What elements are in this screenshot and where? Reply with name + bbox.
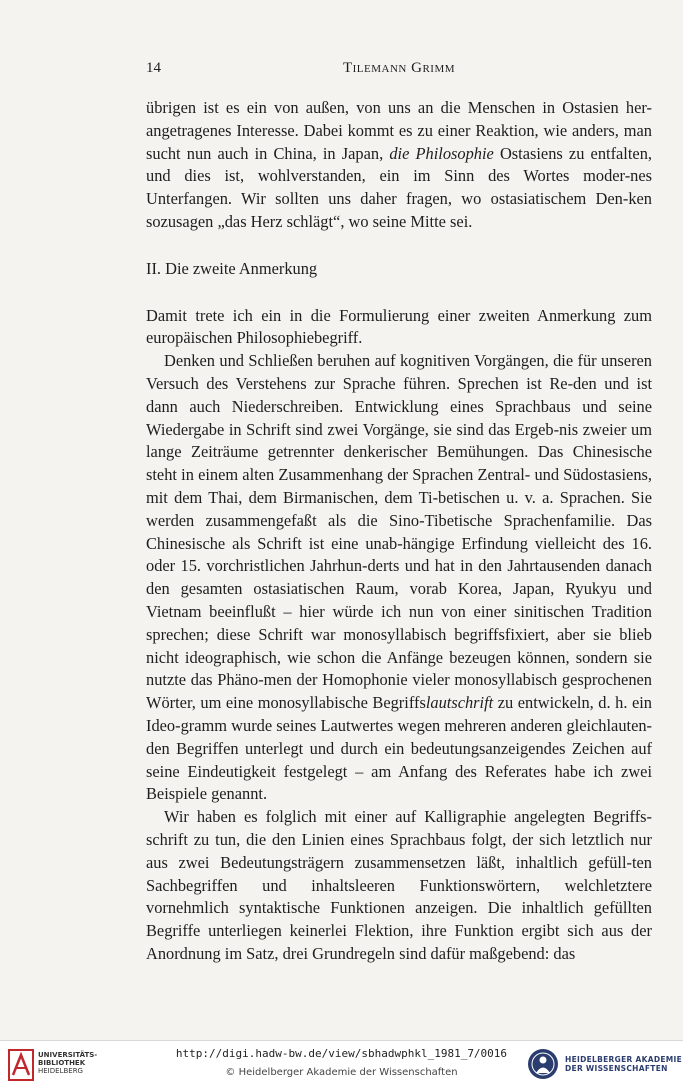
paragraph-1	[146, 97, 652, 234]
emphasis: die Philosophie	[389, 143, 494, 163]
academy-name-line: DER WISSENSCHAFTEN	[565, 1064, 668, 1073]
spacer	[146, 234, 652, 258]
paragraph-4: Wir haben es folglich mit einer auf Kalligraphie angelegten Begriffs-schrift zu tun, die den Linien eines Sprachbaus folgt, der sich letztlich nur aus zwei Bedeutungsträgern zusammensetzen läßt, inhaltlich gefüll-ten Sachbegriffen und inhaltsleeren Funktionswörtern, welchletztere vornehmlich syntaktische Funktionen anzeigen. Die inhaltlich gefüllten Begriffe unterliegen keinerlei Flektion, ihre Funktion ergibt sich aus der Anordnung im Satz, drei Grundregeln sind dafür maßgebend: das	[146, 807, 652, 963]
text-run: Ostasiens zu entfalten, und dies ist, wohlverstanden, ein im Sinn des Wortes moder-nes Unterfangen. Wir sollten uns daher fragen, wo ostasiatischem Den-ken sozusagen „das Herz schlägt“, wo seine Mitte sei.	[146, 143, 652, 231]
library-name-line: BIBLIOTHEK	[38, 1059, 86, 1067]
text-run: Denken und Schließen beruhen auf kognitiven Vorgängen, die für unseren Versuch des Verstehens zur Sprache führen. Sprechen ist Re-den und ist dann auch Niederschreiben. Entwicklung eines Sprachbaus und seine Wiedergabe in Schrift sind zwei Vorgänge, sie sind das Ergeb-nis zweier um lange Zeiträume getrennter denkerischer Bemühungen. Das Chinesische steht in einem alten Zusammenhang der Sprachen Zentral- und Südostasiens, mit dem Thai, dem Birmanischen, dem Ti-betischen u. v. a. Sprachen. Sie werden zusammengefaßt als die Sino-Tibetische Sprachenfamilie. Das Chinesische als Schrift ist eine unab-hängige Erfindung vielleicht des 16. oder 15. vorchristlichen Jahrhun-derts und hat in den Jahrtausenden danach den gesamten ostasiatischen Raum, vorab Korea, Japan, Ryukyu und Vietnam beeinflußt – hier würde ich nun von einer sinitischen Tradition sprechen; diese Schrift war monosyllabisch begriffsfixiert, aber sie blieb nicht ideographisch, wie schon die Anfänge bezeugen können, sondern sie nutzte das Phäno-men der Homophonie vieler monosyllabisch gesprochenen Wörter, um eine monosyllabische Begriffs	[146, 351, 652, 713]
body-text	[146, 97, 652, 966]
digitization-footer	[0, 1040, 683, 1088]
library-name-line: HEIDELBERG	[38, 1067, 83, 1075]
paragraph-2: Damit trete ich ein in die Formulierung einer zweiten Anmerkung zum europäischen Philosophiebegriff.	[146, 305, 652, 348]
running-head: Tilemann Grimm	[342, 60, 456, 76]
copyright-notice: © Heidelberger Akademie der Wissenschaften	[225, 1067, 458, 1078]
section-heading: II. Die zweite Anmerkung	[146, 258, 318, 278]
academy-name-line: HEIDELBERGER AKADEMIE	[565, 1055, 683, 1064]
spacer	[146, 281, 652, 305]
text-run: übrigen ist es ein von außen, von uns an die Menschen in Ostasien her-angetragenes Interesse. Dabei kommt es zu einer Reaktion, wie anders, man sucht nun auch in China, in Japan,	[146, 98, 652, 163]
page-number: 14	[146, 60, 161, 76]
paragraph-3	[146, 350, 652, 806]
page-header	[146, 60, 652, 80]
academy-name	[565, 1055, 682, 1073]
text-run: zu entwickeln, d. h. ein Ideo-gramm wurde seines Lautwertes wegen mehreren anderen gleichlauten-den Begriffen unterlegt und durch ein bedeutungsanzeigendes Zeichen auf seine Eindeutigkeit festgelegt – am Anfang des Referates habe ich zwei Beispiele genannt.	[146, 693, 652, 804]
academy-seal-icon[interactable]	[527, 1048, 559, 1080]
emphasis: lautschrift	[425, 693, 494, 713]
permalink-url[interactable]: http://digi.hadw-bw.de/view/sbhadwphkl_1981_7/0016	[175, 1047, 508, 1060]
library-name-line: UNIVERSITÄTS-	[38, 1051, 98, 1059]
